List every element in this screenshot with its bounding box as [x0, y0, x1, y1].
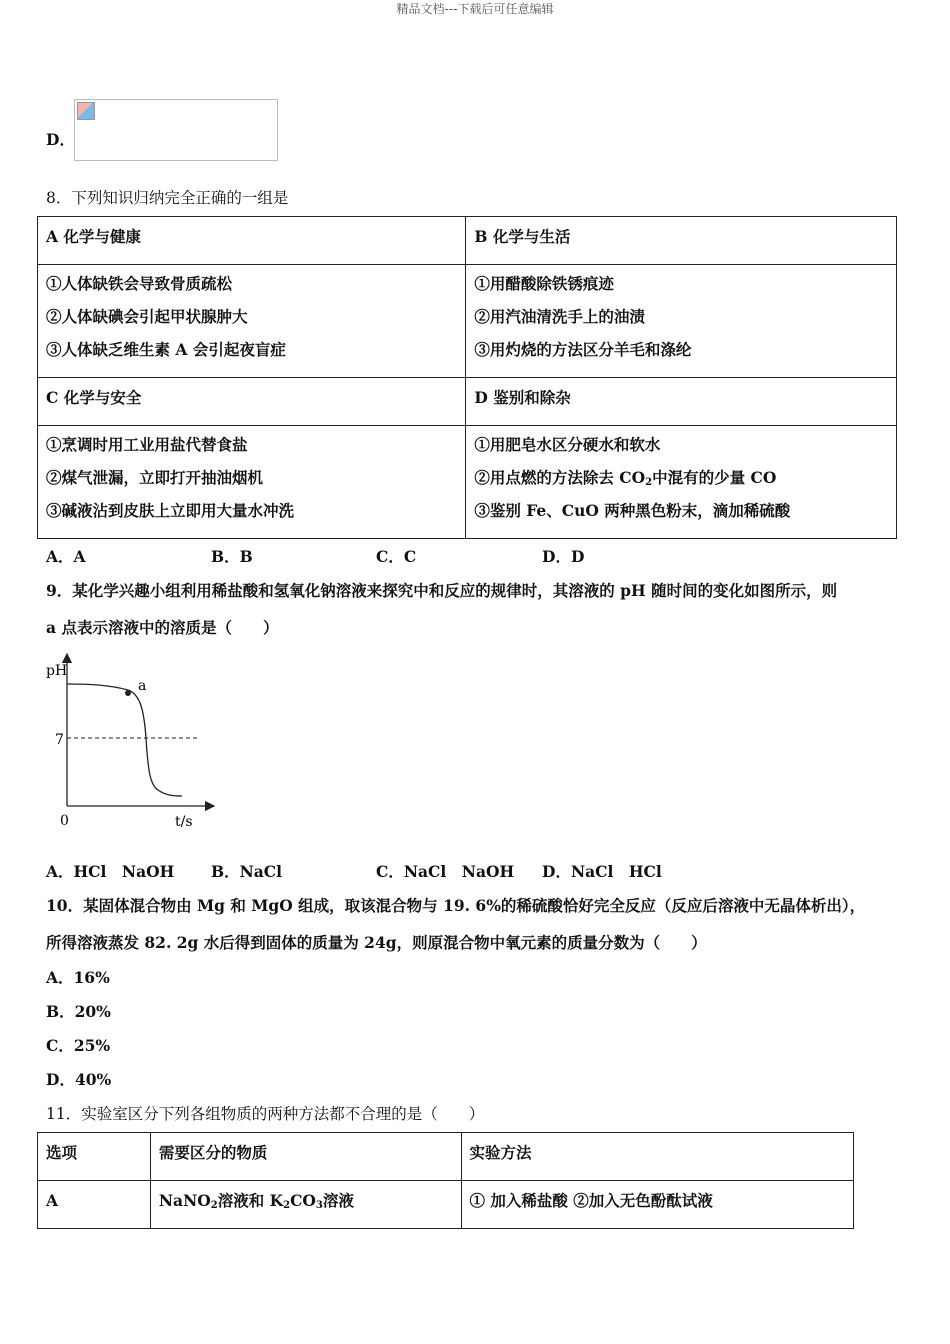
q7-option-d-label: D．	[46, 130, 75, 149]
q10-option-b: B．20%	[46, 1002, 111, 1021]
q8-d-item: ①用肥皂水区分硬水和软水	[474, 435, 661, 454]
q11-stem: 11．实验室区分下列各组物质的两种方法都不合理的是（ ）	[46, 1105, 485, 1123]
q9-stem-line2: a 点表示溶液中的溶质是（ ）	[46, 618, 279, 637]
q8-b-item: ③用灼烧的方法区分羊毛和涤纶	[474, 340, 692, 359]
q8-cell-d-title: D 鉴别和除杂	[466, 378, 897, 426]
q11-header-method: 实验方法	[461, 1133, 853, 1181]
q8-a-item: ③人体缺乏维生素 A 会引起夜盲症	[46, 340, 286, 359]
q8-cell-c-title: C 化学与安全	[38, 378, 466, 426]
q8-option-a: A．A	[46, 547, 86, 566]
page-header: 精品文档---下载后可任意编辑	[396, 2, 554, 16]
q11-row-substance: NaNO$_2$溶液和 $K_2CO_3$溶液	[150, 1181, 461, 1229]
q8-d-item: ③鉴别 Fe、CuO 两种黑色粉末，滴加稀硫酸	[474, 501, 791, 520]
q8-cell-d-items	[466, 426, 897, 539]
q10-option-c: C．25%	[46, 1036, 111, 1055]
q8-option-c: C．C	[376, 547, 417, 566]
y-tick-7: 7	[55, 732, 64, 748]
q11-row-method: ① 加入稀盐酸 ②加入无色酚酞试液	[461, 1181, 853, 1229]
q9-stem-line1: 9．某化学兴趣小组利用稀盐酸和氢氧化钠溶液来探究中和反应的规律时，其溶液的 pH 随时间的变化如图所示，则	[46, 581, 838, 600]
q8-table	[37, 216, 897, 539]
point-a	[125, 690, 131, 696]
q11-table	[37, 1132, 854, 1229]
x-axis-label: t/s	[175, 814, 193, 830]
q8-option-d: D．D	[542, 547, 585, 566]
point-a-label: a	[138, 678, 147, 694]
q9-ph-chart	[40, 650, 230, 835]
q8-cell-b-items	[466, 265, 897, 378]
origin-label: 0	[60, 813, 69, 829]
q10-stem-line1: 10．某固体混合物由 Mg 和 MgO 组成，取该混合物与 19. 6%的稀硫酸恰好完全反应（反应后溶液中无晶体析出），	[46, 896, 866, 915]
q10-stem-line2: 所得溶液蒸发 82. 2g 水后得到固体的质量为 24g，则原混合物中氧元素的质量分数为（ ）	[46, 933, 707, 952]
q8-cell-c-items	[38, 426, 466, 539]
q11-row-option: A	[38, 1181, 151, 1229]
q9-option-a: A．HCl NaOH	[46, 862, 175, 881]
q8-a-item: ②人体缺碘会引起甲状腺肿大	[46, 307, 248, 326]
q8-stem: 8．下列知识归纳完全正确的一组是	[46, 189, 289, 207]
q8-b-item: ①用醋酸除铁锈痕迹	[474, 274, 614, 293]
q9-option-b: B．NaCl	[211, 862, 283, 881]
q8-d-item: ②用点燃的方法除去 $CO_2$中混有的少量 CO	[474, 468, 777, 488]
q11-header-substance: 需要区分的物质	[150, 1133, 461, 1181]
q11-header-option: 选项	[38, 1133, 151, 1181]
q8-c-item: ①烹调时用工业用盐代替食盐	[46, 435, 248, 454]
q9-option-c: C．NaCl NaOH	[376, 862, 515, 881]
q8-c-item: ②煤气泄漏，立即打开抽油烟机	[46, 468, 264, 487]
q8-c-item: ③碱液沾到皮肤上立即用大量水冲洗	[46, 501, 295, 520]
q10-option-d: D．40%	[46, 1070, 112, 1089]
y-axis-label: pH	[46, 663, 68, 679]
broken-image-icon	[77, 102, 95, 120]
q8-cell-b-title: B 化学与生活	[466, 217, 897, 265]
q8-option-b: B．B	[211, 547, 253, 566]
q7-option-d-image	[74, 99, 278, 161]
q8-b-item: ②用汽油清洗手上的油渍	[474, 307, 645, 326]
q10-option-a: A．16%	[46, 968, 110, 987]
ph-curve	[67, 684, 182, 796]
q9-option-d: D．NaCl HCl	[542, 862, 662, 881]
q8-cell-a-items	[38, 265, 466, 378]
q8-a-item: ①人体缺铁会导致骨质疏松	[46, 274, 233, 293]
q8-cell-a-title: A 化学与健康	[38, 217, 466, 265]
